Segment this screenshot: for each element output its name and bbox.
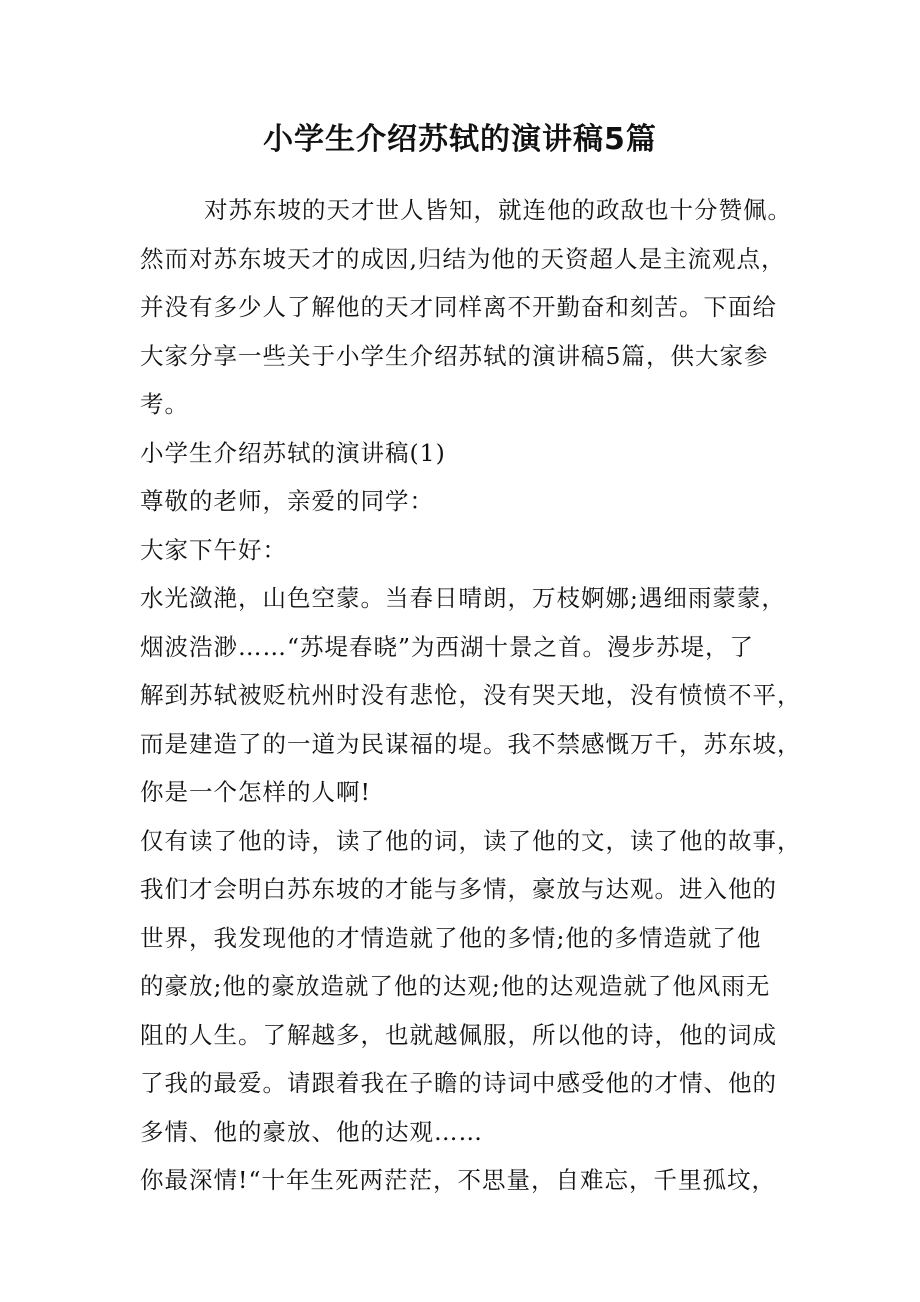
paragraph-line: 世界，我发现他的才情造就了他的多情;他的多情造就了他 (140, 923, 762, 952)
salutation: 尊敬的老师，亲爱的同学： (140, 487, 434, 515)
paragraph-line: 你是一个怎样的人啊! (140, 778, 371, 806)
intro-line: 并没有多少人了解他的天才同样离不开勤奋和刻苦。下面给 (140, 293, 777, 321)
intro-line: 大家分享一些关于小学生介绍苏轼的演讲稿5篇，供大家参 (140, 341, 769, 370)
intro-paragraph (140, 186, 790, 429)
intro-line: 对苏东坡的天才世人皆知，就连他的政敌也十分赞佩。 (204, 196, 792, 224)
section-heading: 小学生介绍苏轼的演讲稿(1) (140, 438, 446, 467)
paragraph-line: 解到苏轼被贬杭州时没有悲怆，没有哭天地，没有愤愤不平， (140, 681, 802, 709)
paragraph-1 (140, 574, 802, 817)
paragraph-line: 阻的人生。了解越多，也就越佩服，所以他的诗，他的词成 (140, 1020, 777, 1049)
paragraph-2 (140, 817, 802, 1157)
greeting: 大家下午好： (140, 535, 287, 564)
paragraph-line: 了我的最爱。请跟着我在子瞻的诗词中感受他的才情、他的 (140, 1069, 777, 1097)
document-title: 小学生介绍苏轼的演讲稿5篇 (263, 122, 657, 157)
intro-line: 考。 (140, 390, 189, 418)
paragraph-line: 多情、他的豪放、他的达观…… (140, 1117, 483, 1146)
paragraph-line: 我们才会明白苏东坡的才能与多情，豪放与达观。进入他的 (140, 875, 777, 903)
paragraph-line: 你最深情!“十年生死两茫茫，不思量，自难忘，千里孤坟， (140, 1166, 776, 1194)
paragraph-3 (140, 1156, 790, 1205)
paragraph-line: 的豪放;他的豪放造就了他的达观;他的达观造就了他风雨无 (140, 972, 771, 1000)
paragraph-line: 烟波浩渺……“苏堤春晓”为西湖十景之首。漫步苏堤，了 (140, 632, 755, 661)
document-body (140, 186, 802, 1205)
paragraph-line: 仅有读了他的诗，读了他的词，读了他的文，读了他的故事， (140, 826, 802, 855)
paragraph-line: 而是建造了的一道为民谋福的堤。我不禁感慨万千，苏东坡， (140, 729, 802, 758)
intro-line: 然而对苏东坡天才的成因,归结为他的天资超人是主流观点， (140, 244, 786, 273)
paragraph-line: 水光潋滟，山色空蒙。当春日晴朗，万枝婀娜;遇细雨蒙蒙， (140, 584, 786, 612)
